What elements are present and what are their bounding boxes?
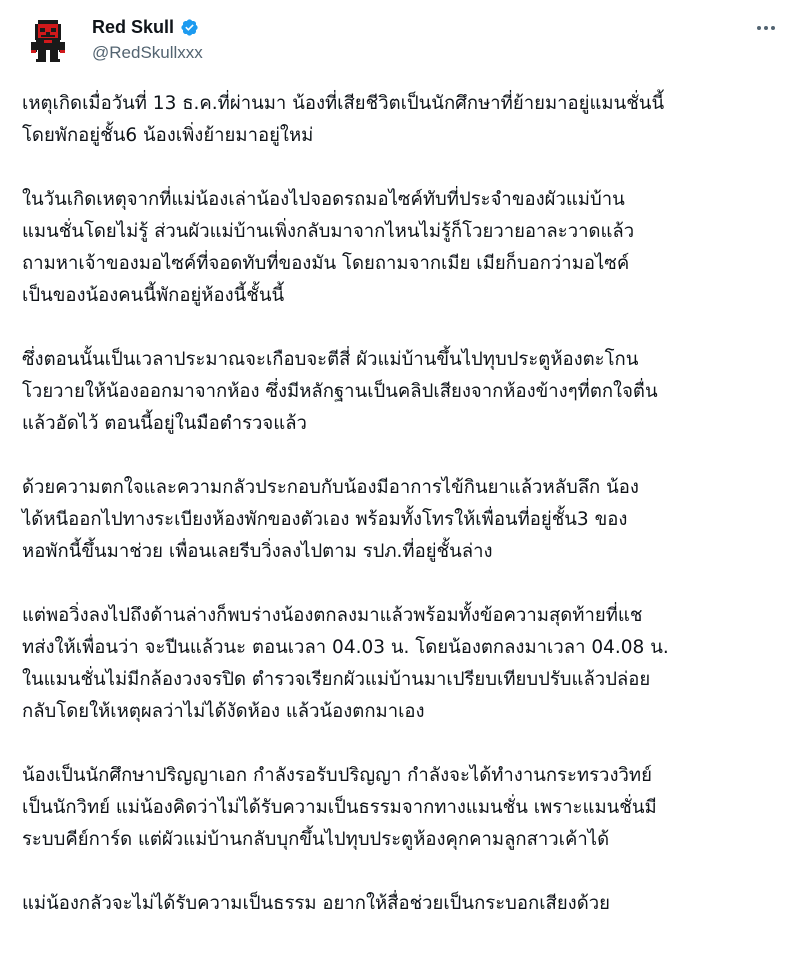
text-line: ได้หนีออกไปทางระเบียงห้องพักของตัวเอง พร้อมทั้งโทรให้เพื่อนที่อยู่ชั้น3 ของ bbox=[22, 509, 628, 530]
author-info bbox=[92, 16, 203, 64]
text-line: ทส่งให้เพื่อนว่า จะปีนแล้วนะ ตอนเวลา 04.03 น. โดยน้องตกลงมาเวลา 04.08 น. bbox=[22, 637, 669, 658]
post-text bbox=[22, 88, 786, 920]
paragraph bbox=[22, 88, 786, 152]
text-line: ในวันเกิดเหตุจากที่แม่น้องเล่าน้องไปจอดรถมอไซค์ทับที่ประจำของผัวแม่บ้าน bbox=[22, 189, 625, 210]
text-line: ด้วยความตกใจและความกลัวประกอบกับน้องมีอาการไข้กินยาแล้วหลับลึก น้อง bbox=[22, 477, 639, 498]
text-line: ระบบคีย์การ์ด แต่ผัวแม่บ้านกลับบุกขึ้นไปทุบประตูห้องคุกคามลูกสาวเค้าได้ bbox=[22, 829, 610, 850]
text-line: โวยวายให้น้องออกมาจากห้อง ซึ่งมีหลักฐานเป็นคลิปเสียงจากห้องข้างๆที่ตกใจตื่น bbox=[22, 381, 658, 402]
text-line: โดยพักอยู่ชั้น6 น้องเพิ่งย้ายมาอยู่ใหม่ bbox=[22, 125, 314, 146]
avatar[interactable] bbox=[22, 14, 74, 66]
text-line: แต่พอวิ่งลงไปถึงด้านล่างก็พบร่างน้องตกลงมาแล้วพร้อมทั้งข้อความสุดท้ายที่แช bbox=[22, 605, 643, 626]
paragraph bbox=[22, 472, 786, 568]
verified-badge-icon[interactable] bbox=[180, 18, 199, 37]
text-line: เหตุเกิดเมื่อวันที่ 13 ธ.ค.ที่ผ่านมา น้องที่เสียชีวิตเป็นนักศึกษาที่ย้ายมาอยู่แมนชั่นนี้ bbox=[22, 93, 665, 114]
paragraph bbox=[22, 600, 786, 728]
text-line: แล้วอัดไว้ ตอนนี้อยู่ในมือตำรวจแล้ว bbox=[22, 413, 307, 434]
name-row bbox=[92, 16, 203, 38]
paragraph bbox=[22, 344, 786, 440]
text-line: เป็นนักวิทย์ แม่น้องคิดว่าไม่ได้รับความเป็นธรรมจากทางแมนชั่น เพราะแมนชั่นมี bbox=[22, 797, 657, 818]
text-line: ในแมนชั่นไม่มีกล้องวงจรปิด ตำรวจเรียกผัวแม่บ้านมาเปรียบเทียบปรับแล้วปล่อย bbox=[22, 669, 651, 690]
text-line: หอพักนี้ขึ้นมาช่วย เพื่อนเลยรีบวิ่งลงไปตาม รปภ.ที่อยู่ชั้นล่าง bbox=[22, 541, 493, 562]
text-line: แม่น้องกลัวจะไม่ได้รับความเป็นธรรม อยากให้สื่อช่วยเป็นกระบอกเสียงด้วย bbox=[22, 893, 610, 914]
text-line: แมนชั่นโดยไม่รู้ ส่วนผัวแม่บ้านเพิ่งกลับมาจากไหนไม่รู้ก็โวยวายอาละวาดแล้ว bbox=[22, 221, 635, 242]
post-header bbox=[22, 14, 782, 66]
display-name[interactable]: Red Skull bbox=[92, 17, 175, 37]
text-line: ถามหาเจ้าของมอไซค์ที่จอดทับที่ของมัน โดยถามจากเมีย เมียก็บอกว่ามอไซค์ bbox=[22, 253, 630, 274]
text-line: น้องเป็นนักศึกษาปริญญาเอก กำลังรอรับปริญญา กำลังจะได้ทำงานกระทรวงวิทย์ bbox=[22, 765, 652, 786]
text-line: เป็นของน้องคนนี้พักอยู่ห้องนี้ชั้นนี้ bbox=[22, 285, 285, 306]
paragraph bbox=[22, 760, 786, 856]
text-line: กลับโดยให้เหตุผลว่าไม่ได้งัดห้อง แล้วน้องตกมาเอง bbox=[22, 701, 425, 722]
text-line: ซึ่งตอนนั้นเป็นเวลาประมาณจะเกือบจะตีสี่ ผัวแม่บ้านขึ้นไปทุบประตูห้องตะโกน bbox=[22, 349, 639, 370]
more-options-icon[interactable] bbox=[750, 18, 782, 38]
user-handle[interactable]: @RedSkullxxx bbox=[92, 43, 203, 62]
paragraph bbox=[22, 888, 786, 920]
red-skull-avatar-icon bbox=[22, 14, 74, 66]
paragraph bbox=[22, 184, 786, 312]
